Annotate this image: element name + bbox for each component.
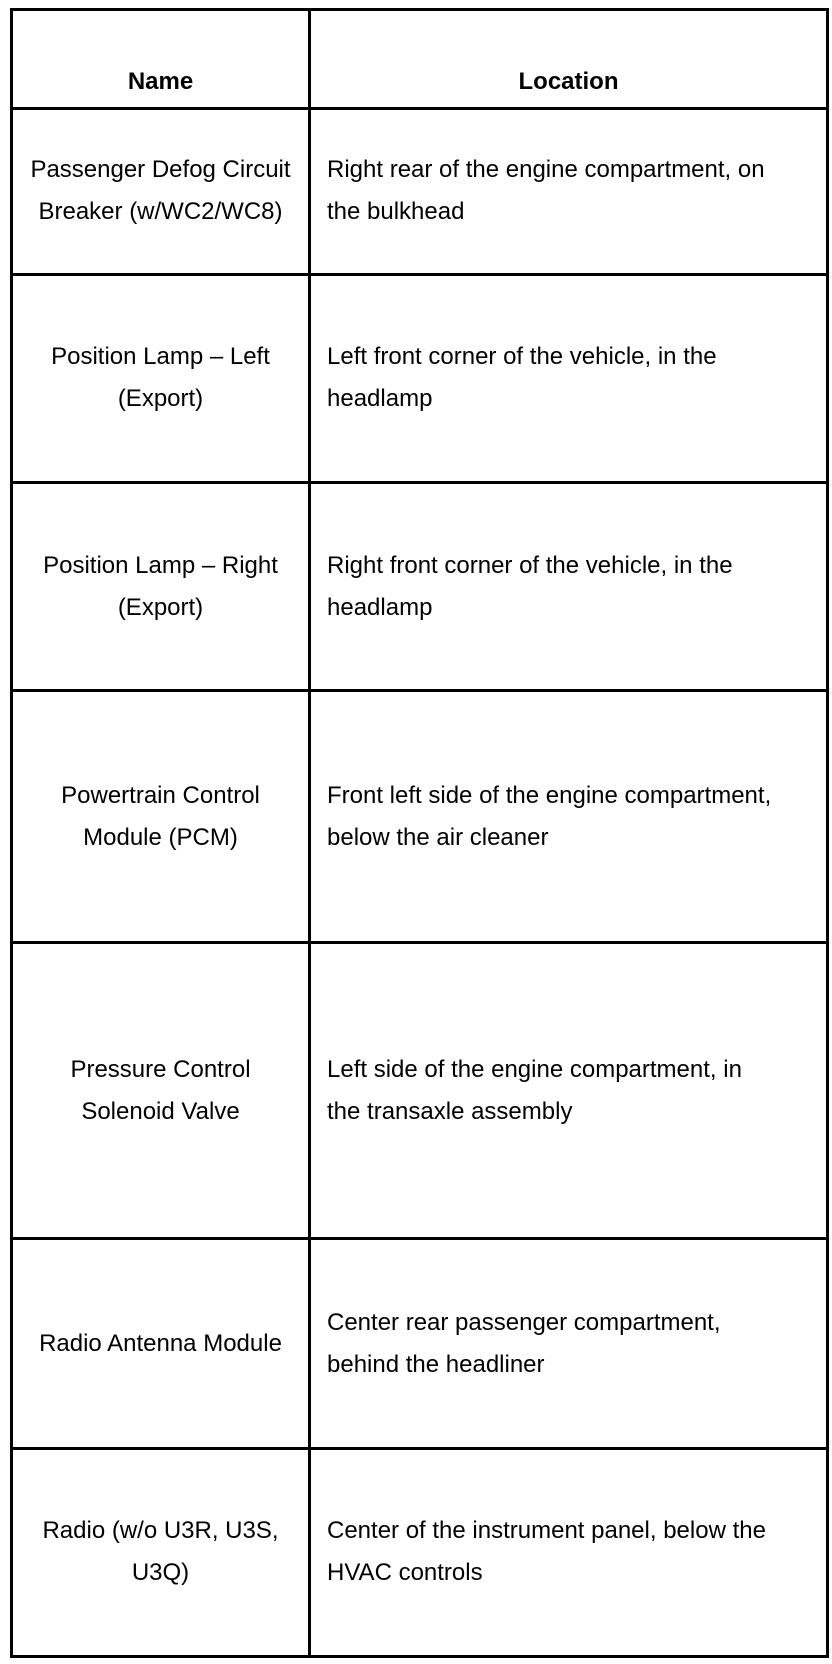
component-location: Left front corner of the vehicle, in the headlamp: [310, 274, 828, 482]
component-location-table: [10, 8, 829, 1658]
table-row: [12, 691, 828, 943]
table-row: [12, 1448, 828, 1656]
component-location: Right front corner of the vehicle, in the headlamp: [310, 482, 828, 690]
component-location: Front left side of the engine compartment, below the air cleaner: [310, 691, 828, 943]
table-row: [12, 1239, 828, 1448]
component-location: Center rear passenger compartment, behind the headliner: [310, 1239, 828, 1448]
component-name: Radio (w/o U3R, U3S, U3Q): [12, 1448, 310, 1656]
component-name: Passenger Defog Circuit Breaker (w/WC2/WC8): [12, 109, 310, 275]
table-header-row: [12, 10, 828, 109]
component-name: Position Lamp – Left (Export): [12, 274, 310, 482]
table-row: [12, 274, 828, 482]
component-location: Right rear of the engine compartment, on the bulkhead: [310, 109, 828, 275]
component-name: Powertrain Control Module (PCM): [12, 691, 310, 943]
location-column-header: Location: [310, 10, 828, 109]
component-location: Center of the instrument panel, below the HVAC controls: [310, 1448, 828, 1656]
component-location: Left side of the engine compartment, in the transaxle assembly: [310, 943, 828, 1239]
component-name: Position Lamp – Right (Export): [12, 482, 310, 690]
name-column-header: Name: [12, 10, 310, 109]
component-name: Radio Antenna Module: [12, 1239, 310, 1448]
table-row: [12, 482, 828, 690]
component-name: Pressure Control Solenoid Valve: [12, 943, 310, 1239]
table-row: [12, 943, 828, 1239]
table-row: [12, 109, 828, 275]
